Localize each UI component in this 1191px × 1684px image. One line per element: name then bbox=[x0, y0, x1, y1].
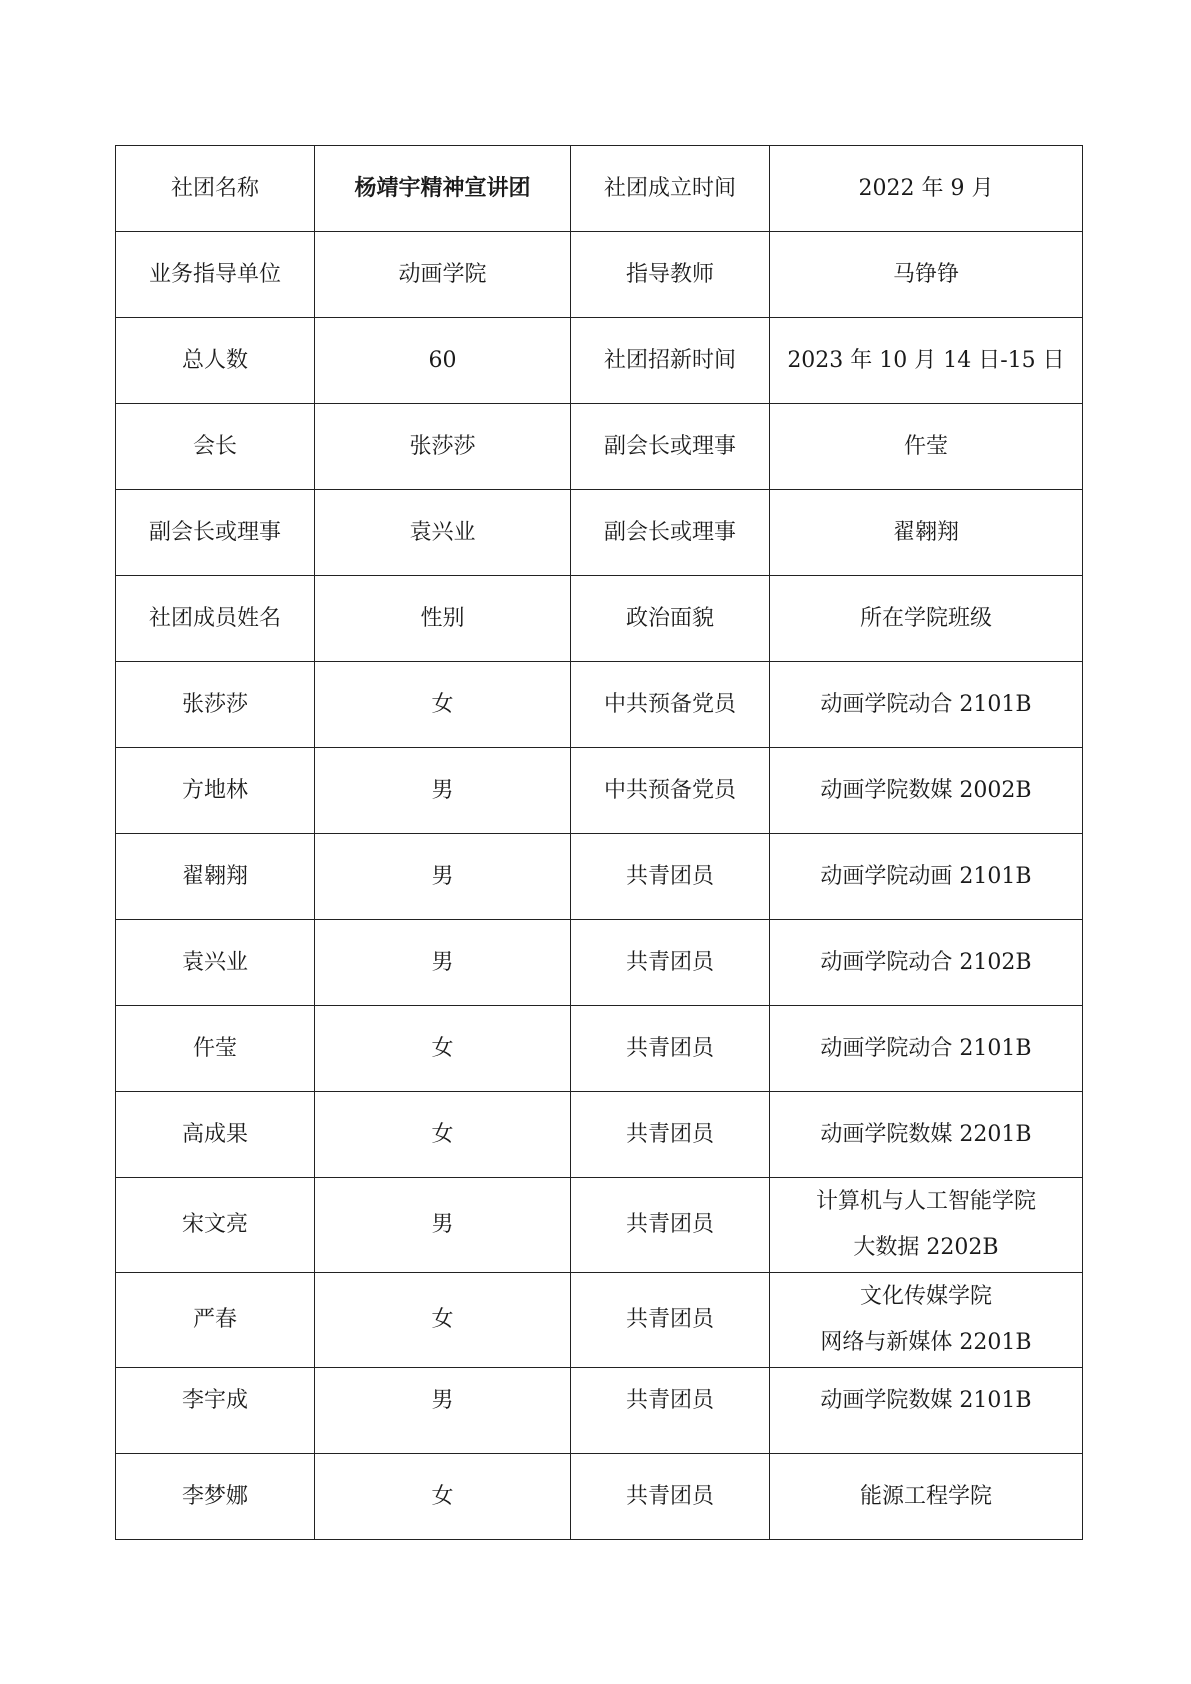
table-row bbox=[116, 490, 1083, 576]
table-row bbox=[116, 834, 1083, 920]
member-political: 共青团员 bbox=[571, 834, 770, 920]
founded-value: 2022 年 9 月 bbox=[770, 146, 1083, 232]
member-college: 动画学院动画 2101B bbox=[770, 834, 1083, 920]
member-name: 仵莹 bbox=[116, 1006, 315, 1092]
total-value: 60 bbox=[315, 318, 571, 404]
teacher-value: 马铮铮 bbox=[770, 232, 1083, 318]
vp2-label: 副会长或理事 bbox=[116, 490, 315, 576]
unit-label: 业务指导单位 bbox=[116, 232, 315, 318]
member-name: 严春 bbox=[116, 1273, 315, 1368]
vp1-value: 仵莹 bbox=[770, 404, 1083, 490]
table-row bbox=[116, 920, 1083, 1006]
unit-value: 动画学院 bbox=[315, 232, 571, 318]
teacher-label: 指导教师 bbox=[571, 232, 770, 318]
member-college: 动画学院数媒 2002B bbox=[770, 748, 1083, 834]
recruit-value: 2023 年 10 月 14 日-15 日 bbox=[770, 318, 1083, 404]
member-college-line: 大数据 2202B bbox=[853, 1235, 999, 1260]
member-name: 张莎莎 bbox=[116, 662, 315, 748]
member-name: 李梦娜 bbox=[116, 1454, 315, 1540]
vp3-value: 翟翱翔 bbox=[770, 490, 1083, 576]
founded-label: 社团成立时间 bbox=[571, 146, 770, 232]
member-college-line: 计算机与人工智能学院 bbox=[815, 1189, 1036, 1214]
header-gender: 性别 bbox=[315, 576, 571, 662]
member-college-line: 网络与新媒体 2201B bbox=[820, 1330, 1032, 1355]
member-political: 共青团员 bbox=[571, 1006, 770, 1092]
member-gender: 男 bbox=[315, 1178, 571, 1273]
club-name-label: 社团名称 bbox=[116, 146, 315, 232]
member-college: 动画学院动合 2101B bbox=[770, 1006, 1083, 1092]
total-label: 总人数 bbox=[116, 318, 315, 404]
members-header-row bbox=[116, 576, 1083, 662]
table-row bbox=[116, 232, 1083, 318]
club-info-table bbox=[115, 145, 1083, 1540]
header-college: 所在学院班级 bbox=[770, 576, 1083, 662]
member-name: 宋文亮 bbox=[116, 1178, 315, 1273]
member-college-line: 文化传媒学院 bbox=[859, 1284, 992, 1309]
member-gender: 女 bbox=[315, 1454, 571, 1540]
member-political: 共青团员 bbox=[571, 1092, 770, 1178]
vp1-label: 副会长或理事 bbox=[571, 404, 770, 490]
president-label: 会长 bbox=[116, 404, 315, 490]
member-college: 动画学院数媒 2101B bbox=[770, 1368, 1083, 1454]
member-political: 中共预备党员 bbox=[571, 662, 770, 748]
member-political: 共青团员 bbox=[571, 1454, 770, 1540]
table-row bbox=[116, 1178, 1083, 1273]
member-political: 中共预备党员 bbox=[571, 748, 770, 834]
table-row bbox=[116, 1092, 1083, 1178]
table-row bbox=[116, 662, 1083, 748]
member-college bbox=[770, 1178, 1083, 1273]
table-row bbox=[116, 146, 1083, 232]
president-value: 张莎莎 bbox=[315, 404, 571, 490]
table-row bbox=[116, 748, 1083, 834]
member-college: 动画学院动合 2102B bbox=[770, 920, 1083, 1006]
member-gender: 女 bbox=[315, 662, 571, 748]
member-political: 共青团员 bbox=[571, 1273, 770, 1368]
member-gender: 女 bbox=[315, 1092, 571, 1178]
member-college: 能源工程学院 bbox=[770, 1454, 1083, 1540]
member-gender: 男 bbox=[315, 748, 571, 834]
member-gender: 男 bbox=[315, 920, 571, 1006]
member-name: 方地林 bbox=[116, 748, 315, 834]
member-political: 共青团员 bbox=[571, 1368, 770, 1454]
member-college: 动画学院数媒 2201B bbox=[770, 1092, 1083, 1178]
member-political: 共青团员 bbox=[571, 1178, 770, 1273]
member-gender: 女 bbox=[315, 1006, 571, 1092]
table-row bbox=[116, 1368, 1083, 1454]
member-college: 动画学院动合 2101B bbox=[770, 662, 1083, 748]
member-gender: 男 bbox=[315, 834, 571, 920]
member-college bbox=[770, 1273, 1083, 1368]
recruit-label: 社团招新时间 bbox=[571, 318, 770, 404]
club-name-value: 杨靖宇精神宣讲团 bbox=[315, 146, 571, 232]
table-row bbox=[116, 1273, 1083, 1368]
member-political: 共青团员 bbox=[571, 920, 770, 1006]
member-name: 袁兴业 bbox=[116, 920, 315, 1006]
header-political: 政治面貌 bbox=[571, 576, 770, 662]
member-gender: 男 bbox=[315, 1368, 571, 1454]
table-row bbox=[116, 1006, 1083, 1092]
header-name: 社团成员姓名 bbox=[116, 576, 315, 662]
table-row bbox=[116, 404, 1083, 490]
vp2-value: 袁兴业 bbox=[315, 490, 571, 576]
member-name: 李宇成 bbox=[116, 1368, 315, 1454]
vp3-label: 副会长或理事 bbox=[571, 490, 770, 576]
table-row bbox=[116, 318, 1083, 404]
member-name: 高成果 bbox=[116, 1092, 315, 1178]
table-row bbox=[116, 1454, 1083, 1540]
member-gender: 女 bbox=[315, 1273, 571, 1368]
member-name: 翟翱翔 bbox=[116, 834, 315, 920]
